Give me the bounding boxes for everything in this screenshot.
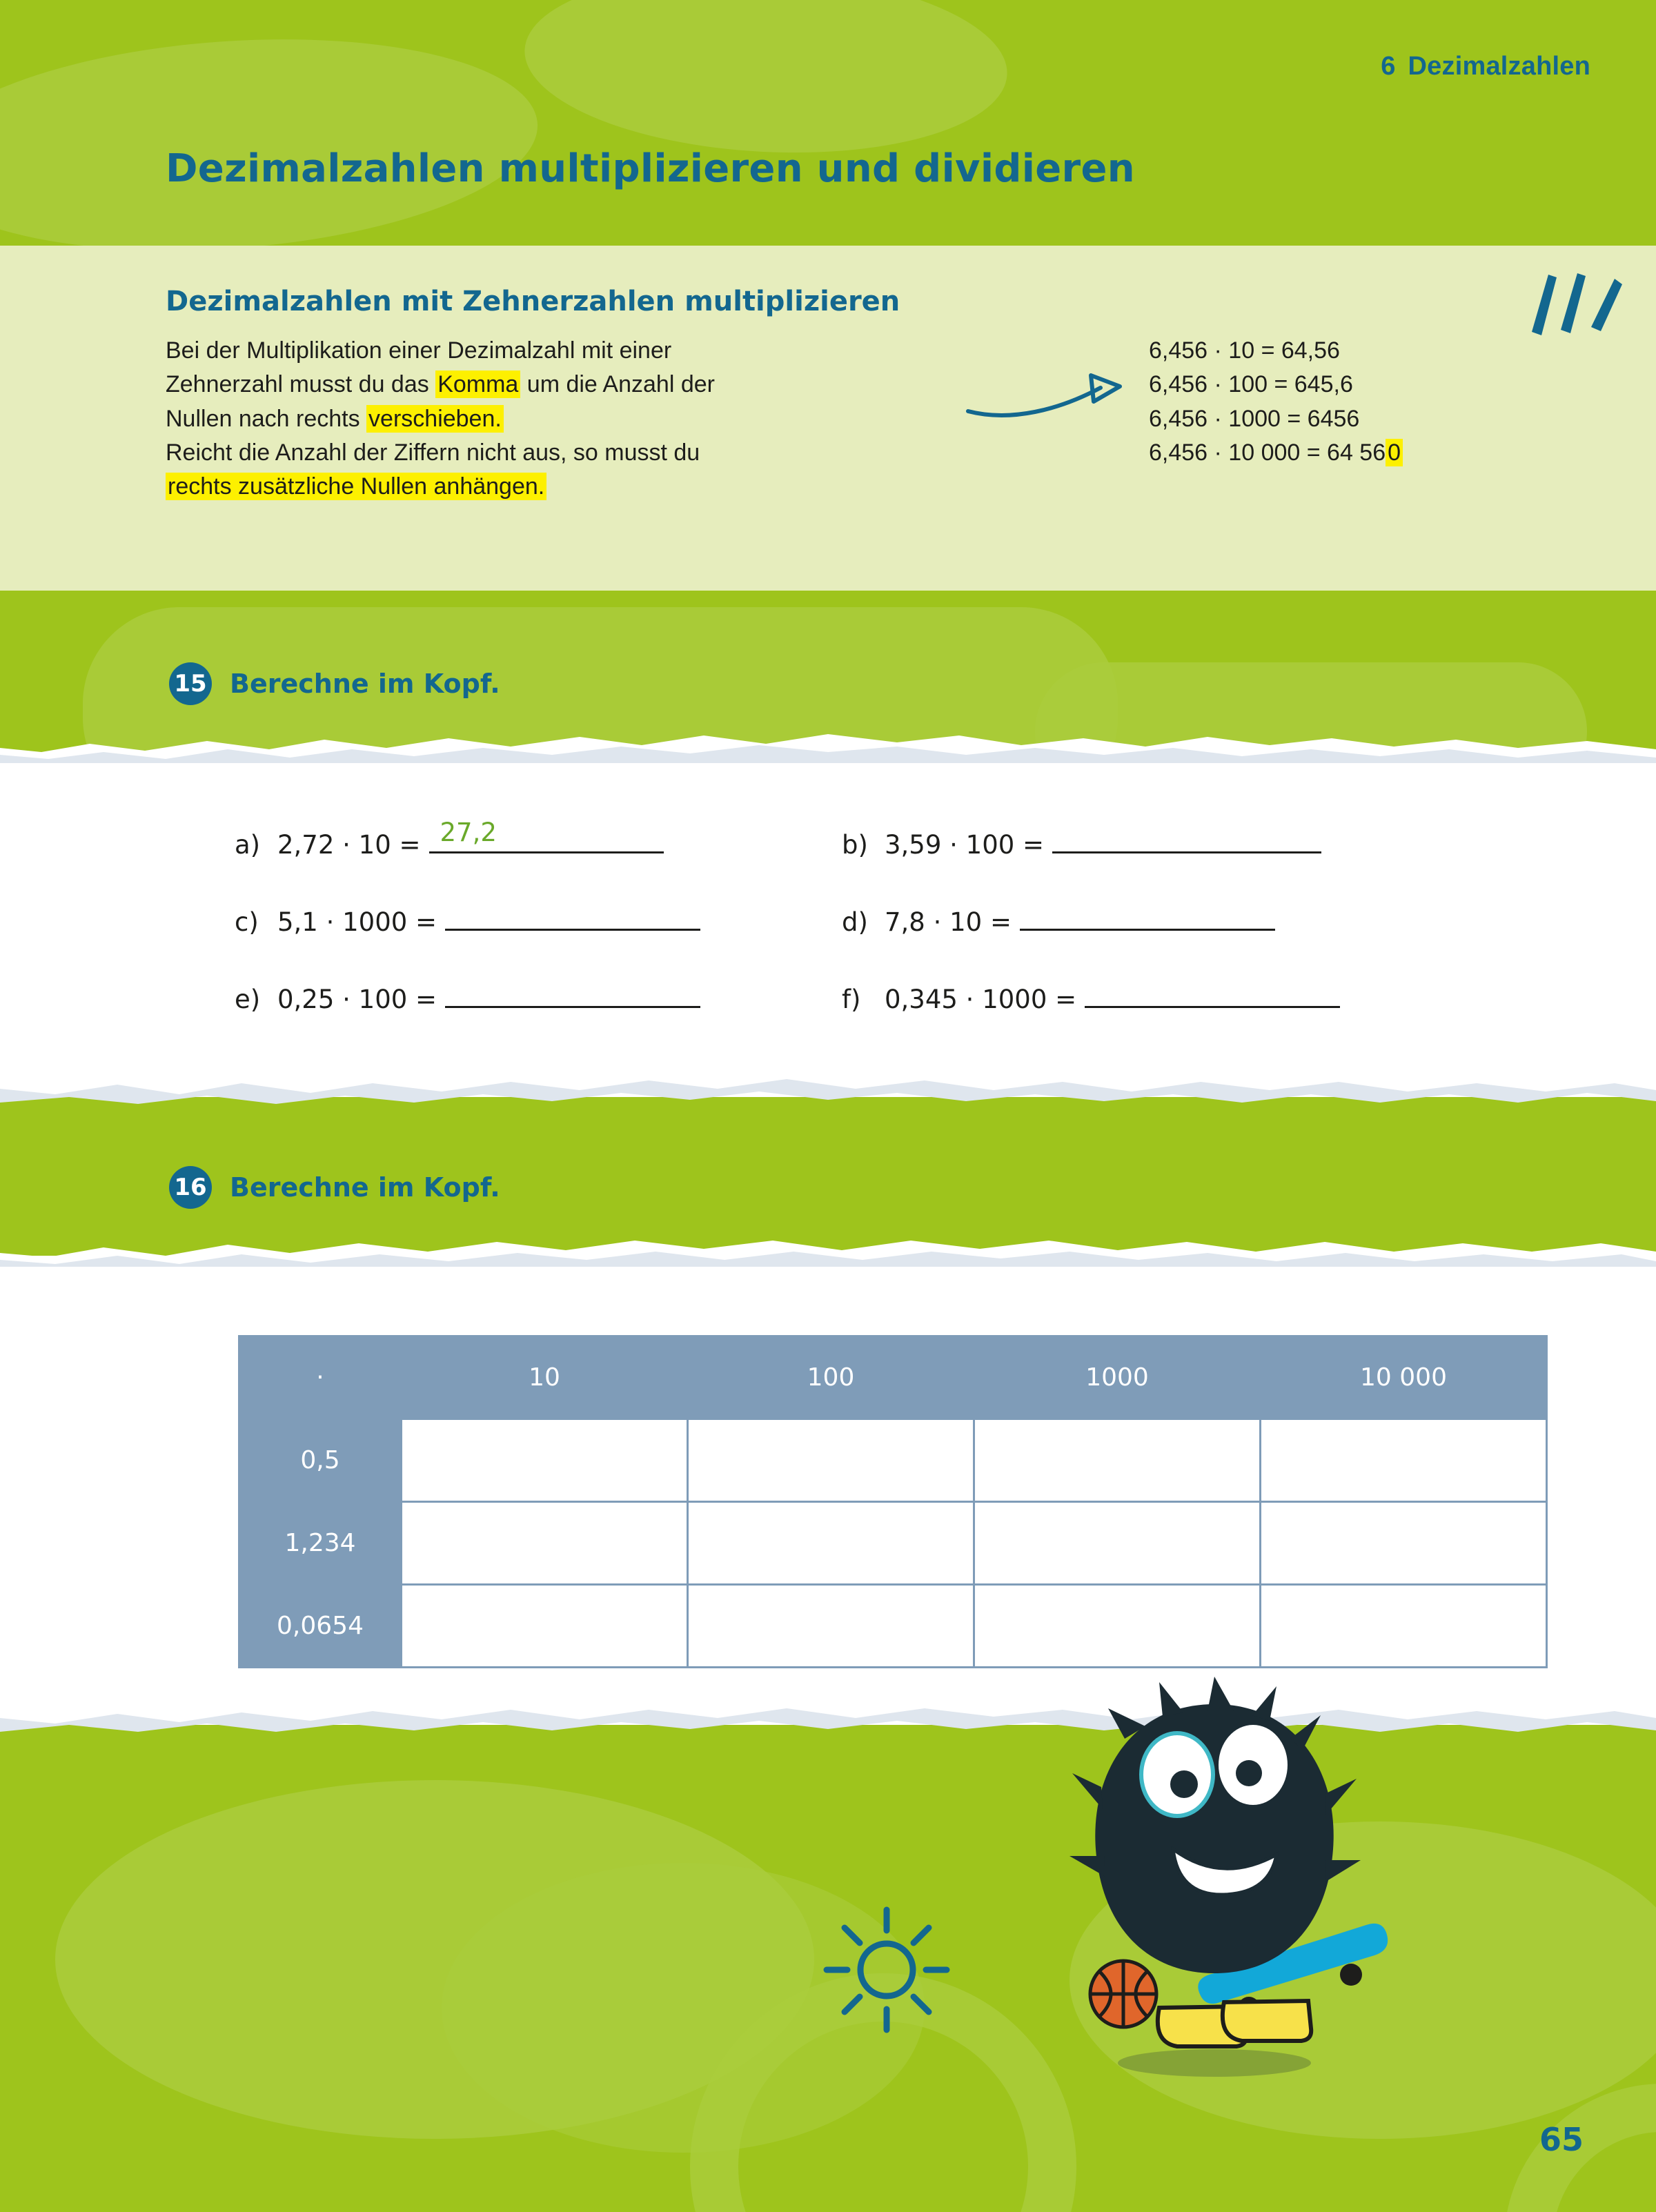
info-box-title: Dezimalzahlen mit Zehnerzahlen multiplizieren — [166, 286, 900, 317]
chapter-number: 6 — [1381, 52, 1396, 81]
task-c — [235, 898, 842, 937]
table-answer-cell[interactable] — [688, 1419, 974, 1502]
info-line-4: Reicht die Anzahl der Ziffern nicht aus, so musst du — [166, 439, 700, 466]
task-d — [842, 898, 1275, 937]
task-a — [235, 818, 842, 860]
table-answer-cell[interactable] — [688, 1502, 974, 1585]
table-answer-cell[interactable] — [402, 1502, 688, 1585]
exercise-15-header — [169, 662, 500, 705]
table-col-header-1000: 1000 — [974, 1336, 1261, 1419]
table-answer-cell[interactable] — [974, 1419, 1261, 1502]
answer-blank-f[interactable] — [1085, 976, 1340, 1008]
chapter-title: Dezimalzahlen — [1408, 52, 1590, 81]
example-4: 6,456 · 10 000 = 64 560 — [1149, 436, 1403, 470]
table-answer-cell[interactable] — [402, 1585, 688, 1668]
background-blob — [0, 20, 544, 270]
answer-blank-d[interactable] — [1020, 898, 1275, 931]
task-expression: 7,8 · 10 = — [885, 907, 1012, 937]
torn-edge-bottom — [0, 1701, 1656, 1733]
table-header-row — [239, 1336, 1547, 1419]
task-label: d) — [842, 907, 868, 937]
table-row-header-1: 1,234 — [239, 1502, 402, 1585]
task-expression: 0,25 · 100 = — [277, 985, 437, 1014]
torn-edge-top — [0, 731, 1656, 763]
exercise-number-badge: 16 — [169, 1166, 212, 1209]
task-e — [235, 976, 842, 1014]
info-box-text — [166, 334, 987, 504]
info-box-examples — [1149, 334, 1403, 470]
task-row — [235, 976, 1477, 1014]
task-f — [842, 976, 1340, 1014]
table-corner-cell: · — [239, 1336, 402, 1419]
task-label: a) — [235, 830, 261, 860]
task-label: e) — [235, 985, 261, 1014]
chapter-header — [1381, 52, 1590, 81]
table-answer-cell[interactable] — [1261, 1419, 1547, 1502]
answer-blank-b[interactable] — [1052, 821, 1321, 853]
pencil-marks-icon — [1525, 266, 1635, 363]
task-row — [235, 898, 1477, 937]
table-col-header-10000: 10 000 — [1261, 1336, 1547, 1419]
info-box — [0, 246, 1656, 591]
table-answer-cell[interactable] — [974, 1502, 1261, 1585]
answer-value-a: 27,2 — [440, 818, 497, 847]
example-1: 6,456 · 10 = 64,56 — [1149, 337, 1340, 364]
task-label: b) — [842, 830, 868, 860]
info-line-5 — [166, 470, 987, 504]
page-number: 65 — [1539, 2121, 1584, 2158]
answer-blank-a[interactable] — [429, 818, 664, 853]
highlight-verschieben: verschieben. — [366, 405, 504, 433]
multiplication-table — [238, 1335, 1548, 1668]
exercise-15-tasks — [235, 818, 1477, 1053]
arrow-right-icon — [963, 368, 1135, 431]
answer-blank-c[interactable] — [445, 898, 700, 931]
table-answer-cell[interactable] — [402, 1419, 688, 1502]
table-row-header-2: 0,0654 — [239, 1585, 402, 1668]
task-label: c) — [235, 907, 259, 937]
task-row — [235, 818, 1477, 860]
highlight-trailing-zero: 0 — [1386, 439, 1403, 466]
info-line-1: Bei der Multiplikation einer Dezimalzahl mit einer — [166, 337, 672, 364]
exercise-instruction: Berechne im Kopf. — [230, 1172, 500, 1203]
table-answer-cell[interactable] — [688, 1585, 974, 1668]
info-line-3: Nullen nach rechts verschieben. — [166, 402, 987, 436]
task-label: f) — [842, 985, 861, 1014]
page-title: Dezimalzahlen multiplizieren und dividieren — [166, 146, 1135, 191]
table-answer-cell[interactable] — [1261, 1502, 1547, 1585]
sun-icon — [814, 1897, 959, 2042]
highlight-nullen-anhaengen: rechts zusätzliche Nullen anhängen. — [166, 473, 546, 500]
task-expression: 2,72 · 10 = — [277, 830, 421, 860]
info-line-2: Zehnerzahl musst du das Komma um die Anzahl der — [166, 371, 715, 398]
torn-edge-bottom — [0, 1074, 1656, 1105]
example-2: 6,456 · 100 = 645,6 — [1149, 371, 1353, 398]
answer-blank-e[interactable] — [445, 976, 700, 1008]
table-col-header-100: 100 — [688, 1336, 974, 1419]
exercise-16-header — [169, 1166, 500, 1209]
task-expression: 5,1 · 1000 = — [277, 907, 437, 937]
exercise-number-badge: 15 — [169, 662, 212, 705]
example-3: 6,456 · 1000 = 6456 — [1149, 405, 1360, 432]
table-row — [239, 1419, 1547, 1502]
monster-mascot-icon — [1042, 1649, 1401, 2091]
torn-edge-top — [0, 1235, 1656, 1267]
task-expression: 3,59 · 100 = — [885, 830, 1045, 860]
task-expression: 0,345 · 1000 = — [885, 985, 1077, 1014]
highlight-komma: Komma — [435, 371, 520, 398]
exercise-instruction: Berechne im Kopf. — [230, 669, 500, 699]
table-row-header-0: 0,5 — [239, 1419, 402, 1502]
table-row — [239, 1502, 1547, 1585]
task-b — [842, 821, 1321, 860]
background-blob — [520, 0, 1012, 164]
table-col-header-10: 10 — [402, 1336, 688, 1419]
